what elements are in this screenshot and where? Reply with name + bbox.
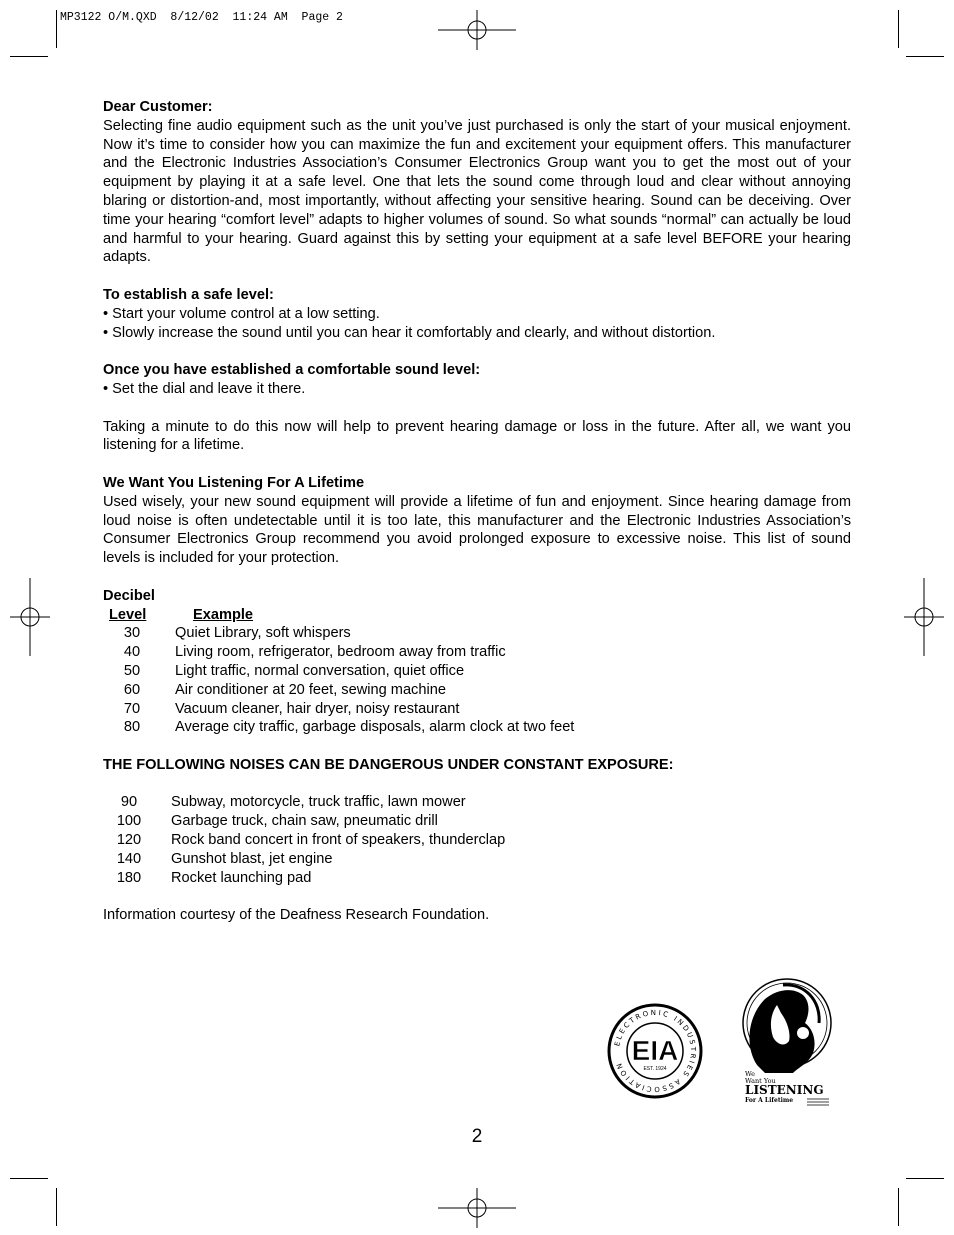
example-cell: Gunshot blast, jet engine — [171, 850, 333, 867]
table-row — [103, 700, 574, 719]
listening-logo — [735, 977, 835, 1107]
table-row — [103, 812, 505, 831]
level-cell: 180 — [116, 869, 142, 886]
table-row — [103, 831, 505, 850]
example-cell: Rock band concert in front of speakers, thunderclap — [171, 832, 506, 849]
svg-text:ELECTRONIC INDUSTRIES ASSOCIAT: ELECTRONIC INDUSTRIES ASSOCIATION — [613, 1008, 698, 1094]
level-cell: 40 — [123, 644, 141, 661]
level-cell: 60 — [123, 681, 141, 698]
table-row — [103, 681, 574, 700]
example-cell: Air conditioner at 20 feet, sewing machine — [175, 681, 446, 698]
crop-mark-br-h — [906, 1178, 944, 1179]
example-cell: Quiet Library, soft whispers — [175, 625, 351, 642]
example-cell: Subway, motorcycle, truck traffic, lawn mower — [171, 794, 466, 811]
table-row — [103, 793, 505, 812]
table-row — [103, 718, 574, 737]
comfortable-item-1: • Set the dial and leave it there. — [103, 380, 306, 397]
level-cell: 140 — [116, 850, 142, 867]
page-content — [103, 98, 851, 925]
example-cell: Average city traffic, garbage disposals, alarm clock at two feet — [175, 719, 575, 736]
taking-minute-text: Taking a minute to do this now will help to prevent hearing damage or loss in the future. After all, we want you listening for a lifetime. — [103, 418, 851, 454]
example-cell: Light traffic, normal conversation, quiet office — [175, 662, 465, 679]
table-row — [103, 624, 574, 643]
lifetime-heading: We Want You Listening For A Lifetime — [103, 474, 365, 491]
registration-mark-right — [904, 578, 944, 656]
intro-body: Selecting fine audio equipment such as the unit you’ve just purchased is only the start of your musical enjoyment. Now it’s time to consider how you can maximize the fun and excitement your equipment offers. This manufacturer and the Electronic Industries Association’s Consumer Electronics Group want you to get the most out of your equipment by playing it at a safe level. One that lets the sound come through loud and clear without annoying blaring or distortion-and, most importantly, without affecting your sensitive hearing. Sound can be deceiving. Over time your hearing “comfort level” adapts to higher volumes of sound. So what sounds “normal” can actually be loud and harmful to your hearing. Guard against this by setting your equipment at a safe level BEFORE your hearing adapts. — [103, 117, 851, 266]
table-row — [103, 869, 505, 888]
intro-heading: Dear Customer: — [103, 99, 213, 115]
lifetime-body: Used wisely, your new sound equipment will provide a lifetime of fun and enjoyment. Since hearing damage from loud noise is often undetectable until it is too late, this manufacturer and the Electronic Industries Association’s Consumer Electronics Group recommend you avoid prolonged exposure to excessive noise. This list of sound levels is included for your protection. — [103, 493, 851, 567]
svg-text:EST. 1924: EST. 1924 — [643, 1066, 667, 1072]
level-cell: 80 — [123, 719, 141, 736]
svg-text:We: We — [745, 1070, 755, 1078]
crop-mark-tr-h — [906, 56, 944, 57]
table-row — [103, 643, 574, 662]
decibel-table-header — [103, 606, 574, 625]
crop-mark-tr-v — [898, 10, 899, 48]
decibel-table — [103, 606, 574, 738]
svg-text:Want You: Want You — [745, 1077, 776, 1085]
registration-mark-top — [438, 10, 516, 50]
file-slug: MP3122 O/M.QXD 8/12/02 11:24 AM Page 2 — [60, 11, 343, 24]
crop-mark-tl-h — [10, 56, 48, 57]
example-cell: Vacuum cleaner, hair dryer, noisy restaurant — [175, 700, 460, 717]
credit-text: Information courtesy of the Deafness Research Foundation. — [103, 907, 490, 924]
level-cell: 30 — [123, 625, 141, 642]
svg-text:For A Lifetime: For A Lifetime — [745, 1097, 794, 1104]
dangerous-table — [103, 793, 505, 887]
level-cell: 50 — [123, 662, 141, 679]
safe-level-item-2: • Slowly increase the sound until you can hear it comfortably and clearly, and without distortion. — [103, 324, 716, 341]
comfortable-heading: Once you have established a comfortable sound level: — [103, 362, 481, 379]
level-cell: 120 — [116, 832, 142, 849]
col-example-header: Example — [193, 606, 254, 623]
table-row — [103, 662, 574, 681]
example-cell: Rocket launching pad — [171, 869, 312, 886]
col-level-header: Level — [109, 606, 147, 623]
level-cell: 70 — [123, 700, 141, 717]
safe-level-heading: To establish a safe level: — [103, 286, 274, 303]
svg-text:LISTENING: LISTENING — [745, 1083, 824, 1097]
example-cell: Garbage truck, chain saw, pneumatic drill — [171, 813, 438, 830]
crop-mark-br-v — [898, 1188, 899, 1226]
decibel-title: Decibel — [103, 587, 155, 604]
registration-mark-left — [10, 578, 50, 656]
table-row — [103, 850, 505, 869]
level-cell: 100 — [116, 813, 142, 830]
page-number: 2 — [471, 1126, 483, 1147]
crop-mark-tl-v — [56, 10, 57, 48]
example-cell: Living room, refrigerator, bedroom away from traffic — [175, 644, 506, 661]
crop-mark-bl-v — [56, 1188, 57, 1226]
level-cell: 90 — [120, 794, 138, 811]
svg-text:EIA: EIA — [631, 1035, 679, 1066]
registration-mark-bottom — [438, 1188, 516, 1228]
safe-level-item-1: • Start your volume control at a low setting. — [103, 305, 380, 322]
eia-logo — [607, 1003, 703, 1099]
crop-mark-bl-h — [10, 1178, 48, 1179]
dangerous-heading: THE FOLLOWING NOISES CAN BE DANGEROUS UNDER CONSTANT EXPOSURE: — [103, 756, 674, 773]
